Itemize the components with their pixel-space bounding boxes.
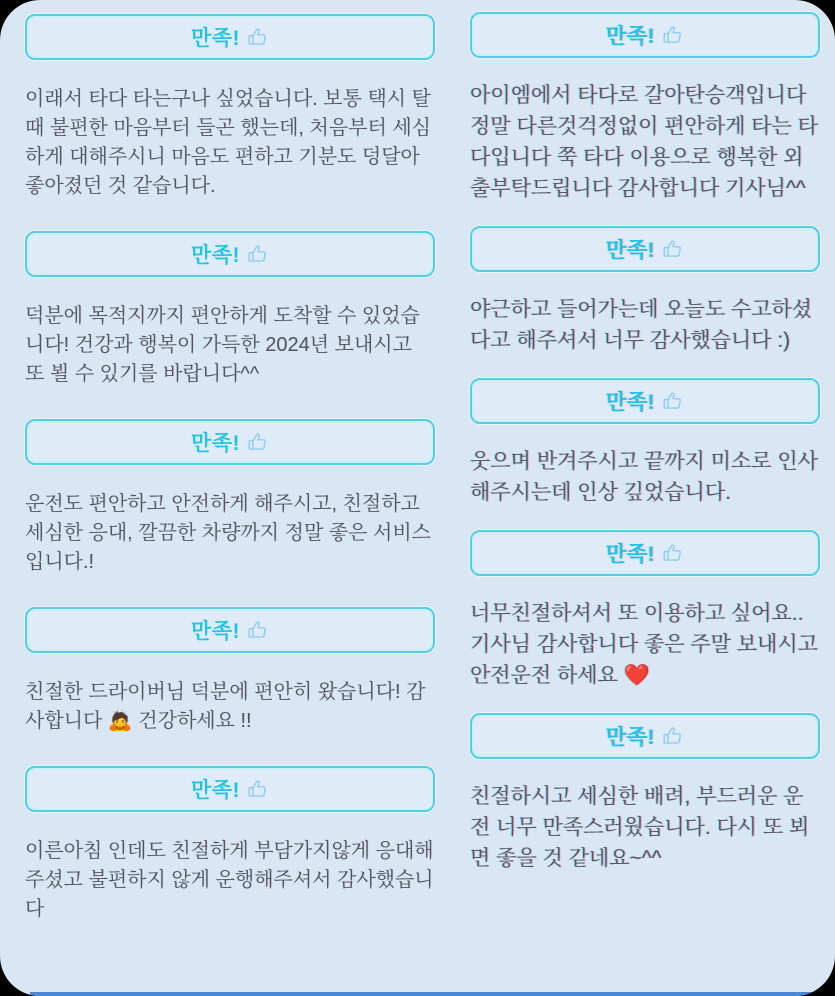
- red-heart-emoji: ❤️: [623, 664, 650, 687]
- review-card: [470, 530, 820, 713]
- review-text: 친절하시고 세심한 배려, 부드러운 운전 너무 만족스러웠습니다. 다시 또 뵈면 좋을 것 같네요~^^: [470, 785, 810, 870]
- satisfaction-badge-label: 만족!: [605, 543, 656, 566]
- satisfaction-badge-label: 만족!: [190, 432, 241, 455]
- satisfaction-badge: [25, 766, 435, 812]
- satisfaction-badge: [470, 713, 820, 759]
- thumbs-up-icon: [247, 26, 269, 48]
- review-text-part: 건강하세요 !!: [132, 710, 252, 732]
- thumbs-up-icon: [247, 431, 269, 453]
- satisfaction-badge: [25, 419, 435, 465]
- review-text: 운전도 편안하고 안전하게 해주시고, 친절하고 세심한 응대, 깔끔한 차량까지 정말 좋은 서비스입니다.!: [25, 493, 431, 573]
- satisfaction-badge: [470, 226, 820, 272]
- satisfaction-badge-label: 만족!: [605, 726, 656, 749]
- thumbs-up-icon: [662, 725, 684, 747]
- bottom-rule: [30, 992, 813, 996]
- satisfaction-badge: [25, 607, 435, 653]
- review-card: [470, 226, 820, 378]
- satisfaction-badge-label: 만족!: [190, 27, 241, 50]
- satisfaction-badge-label: 만족!: [605, 25, 656, 48]
- satisfaction-badge: [25, 14, 435, 60]
- review-text: 아이엠에서 타다로 갈아탄승객입니다 정말 다른것걱정없이 편안하게 타는 타다입니다 쭉 타다 이용으로 행복한 외출부탁드립니다 감사합니다 기사님^^: [470, 84, 818, 200]
- thumbs-up-icon: [247, 778, 269, 800]
- review-text: 이른아침 인데도 친절하게 부담가지않게 응대해주셨고 불편하지 않게 운행해주셔서 감사했습니다: [25, 840, 434, 920]
- bowing-person-emoji: 🙇: [107, 710, 133, 732]
- review-card: [470, 713, 820, 896]
- satisfaction-badge: [25, 231, 435, 277]
- thumbs-up-icon: [662, 390, 684, 412]
- satisfaction-badge: [470, 378, 820, 424]
- reviews-column-right: [470, 0, 820, 996]
- thumbs-up-icon: [662, 542, 684, 564]
- thumbs-up-icon: [247, 619, 269, 641]
- thumbs-up-icon: [662, 238, 684, 260]
- review-card: [25, 419, 435, 607]
- thumbs-up-icon: [247, 243, 269, 265]
- satisfaction-badge-label: 만족!: [190, 244, 241, 267]
- satisfaction-badge-label: 만족!: [605, 239, 656, 262]
- satisfaction-badge: [470, 530, 820, 576]
- review-text-part: 친절한 드라이버님 덕분에 편안히 왔습니다! 감사합니다: [25, 681, 426, 732]
- review-card: [25, 14, 435, 231]
- review-text: 야근하고 들어가는데 오늘도 수고하셨다고 해주셔서 너무 감사했습니다 :): [470, 298, 813, 352]
- review-text-part: 너무친절하셔서 또 이용하고 싶어요.. 기사님 감사합니다 좋은 주말 보내시고 안전운전 하세요: [470, 602, 818, 687]
- satisfaction-badge-label: 만족!: [605, 391, 656, 414]
- review-card: [25, 607, 435, 766]
- review-text: [470, 598, 820, 691]
- review-card: [25, 766, 435, 954]
- thumbs-up-icon: [662, 24, 684, 46]
- reviews-column-left: [25, 0, 435, 996]
- satisfaction-badge: [470, 12, 820, 58]
- review-card: [470, 12, 820, 226]
- review-text: 이래서 타다 타는구나 싶었습니다. 보통 택시 탈 때 불편한 마음부터 들곤 했는데, 처음부터 세심하게 대해주시니 마음도 편하고 기분도 덩달아 좋아졌던 것 같습니다.: [25, 88, 431, 197]
- review-text: 덕분에 목적지까지 편안하게 도착할 수 있었습니다! 건강과 행복이 가득한 2024년 보내시고 또 뵐 수 있기를 바랍니다^^: [25, 305, 420, 385]
- satisfaction-badge-label: 만족!: [190, 779, 241, 802]
- review-card: [470, 378, 820, 530]
- satisfaction-badge-label: 만족!: [190, 620, 241, 643]
- review-text: [25, 678, 435, 736]
- review-card: [25, 231, 435, 419]
- review-text: 웃으며 반겨주시고 끝까지 미소로 인사해주시는데 인상 깊었습니다.: [470, 450, 818, 504]
